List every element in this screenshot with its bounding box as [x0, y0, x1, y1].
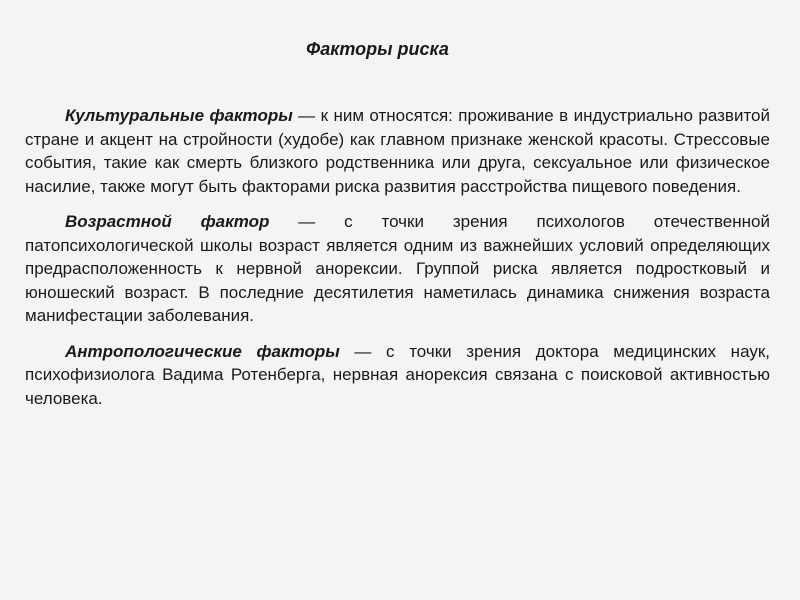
paragraph-text-age-factor: — с точки зрения психологов отечественной патопсихологической школы возраст является одним из важнейших условий определяющих предрасположенность к нервной анорексии. Группой риска является подростковый и юношеский возраст. В последние десятилетия наметилась динамика снижения возраста манифестации заболевания.: [25, 212, 770, 325]
term-age-factor: Возрастной фактор: [65, 212, 270, 231]
paragraph-cultural-factors: [25, 104, 770, 198]
slide-body: [25, 104, 770, 422]
term-anthropological-factors: Антропологические факторы: [65, 341, 340, 361]
term-cultural-factors: Культуральные факторы: [65, 106, 293, 125]
paragraph-age-factor: [25, 210, 770, 328]
paragraph-text-cultural-factors: — к ним относятся: проживание в индустриально развитой стране и акцент на стройности (худобе) как главном признаке женской красоты. Стрессовые события, такие как смерть близкого родственника или друга, сексуальное или физическое насилие, также могут быть факторами риска развития расстройства пищевого поведения.: [25, 106, 771, 196]
slide-title: Факторы риска: [306, 39, 449, 59]
paragraph-anthropological-factors: [25, 340, 770, 411]
paragraph-text-anthropological-factors: — с точки зрения доктора медицинских наук, психофизиолога Вадима Ротенберга, нервная анорексия связана с поисковой активностью человека.: [25, 341, 770, 408]
